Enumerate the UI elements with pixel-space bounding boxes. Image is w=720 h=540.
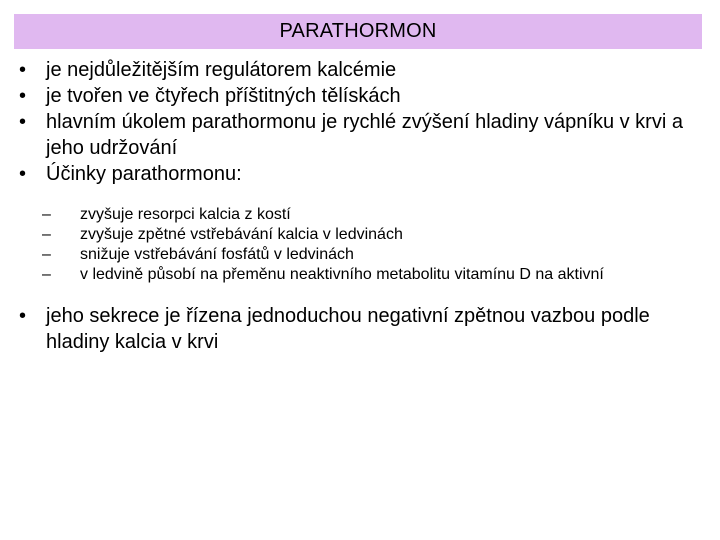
bullet-list [0, 57, 720, 355]
sub-bullet-list [0, 205, 720, 285]
bullet-marker: • [19, 59, 27, 81]
bullet-text: je nejdůležitějším regulátorem kalcémie [46, 59, 397, 81]
sub-bullet-text: snižuje vstřebávání fosfátů v ledvinách [80, 246, 354, 263]
bullet-item [0, 161, 716, 187]
sub-bullet-text: zvyšuje zpětné vstřebávání kalcia v ledvinách [80, 226, 403, 243]
sub-bullet-text: zvyšuje resorpci kalcia z kostí [80, 206, 291, 223]
title-bar [14, 14, 702, 49]
bullet-item [0, 109, 716, 161]
bullet-marker: • [19, 163, 27, 185]
dash-marker: – [42, 246, 51, 263]
bullet-item [0, 303, 716, 355]
bullet-text: Účinky parathormonu: [46, 163, 242, 185]
dash-marker: – [42, 226, 51, 243]
dash-marker: – [42, 266, 51, 283]
slide-title: PARATHORMON [279, 20, 437, 42]
bullet-item [0, 57, 716, 83]
bullet-marker: • [19, 111, 27, 133]
sub-bullet-item [0, 205, 680, 225]
bullet-text: hlavním úkolem parathormonu je rychlé zvýšení hladiny vápníku v krvi a jeho udržování [46, 111, 683, 159]
sub-bullet-item [0, 265, 680, 285]
bullet-marker: • [19, 85, 27, 107]
bullet-item [0, 83, 716, 109]
bullet-marker: • [19, 305, 27, 327]
dash-marker: – [42, 206, 51, 223]
sub-bullet-item [0, 225, 680, 245]
sub-bullet-text: v ledvině působí na přeměnu neaktivního metabolitu vitamínu D na aktivní [80, 266, 604, 283]
bullet-text: je tvořen ve čtyřech příštitných tělískách [46, 85, 401, 107]
bullet-text: jeho sekrece je řízena jednoduchou negativní zpětnou vazbou podle hladiny kalcia v krvi [46, 305, 650, 353]
sub-list-container [0, 205, 720, 285]
sub-bullet-item [0, 245, 680, 265]
